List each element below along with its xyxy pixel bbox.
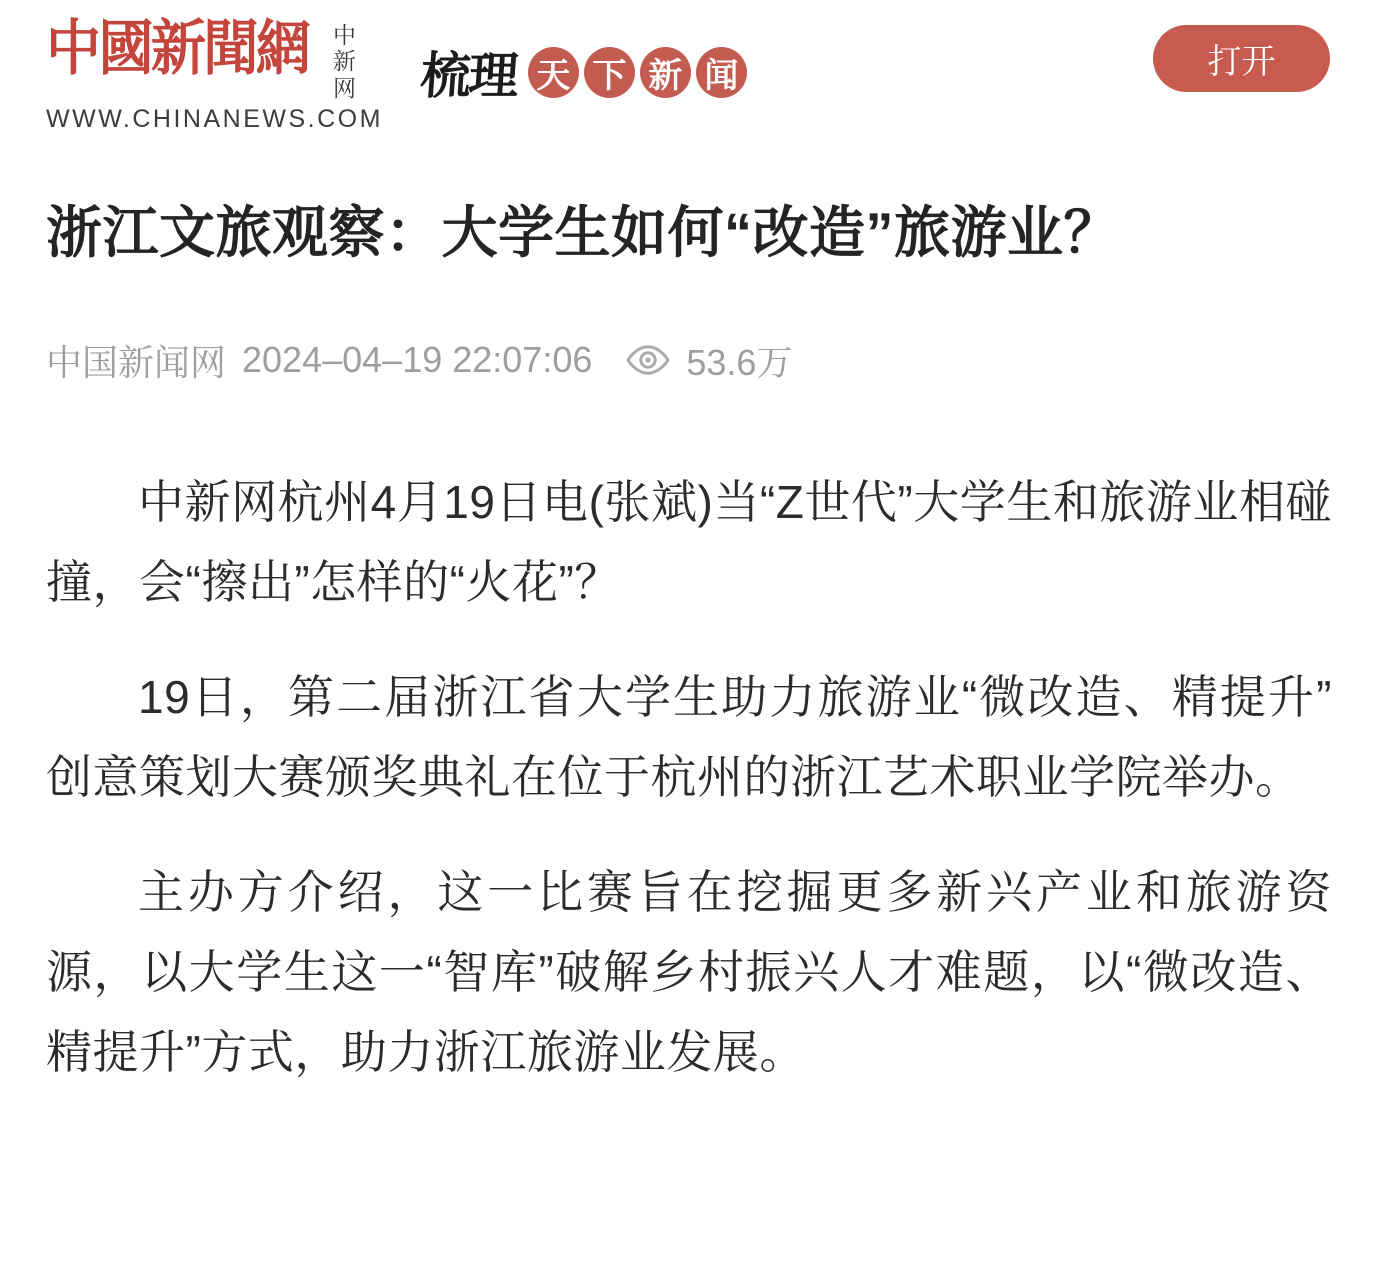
article-meta <box>46 335 1332 386</box>
logo-vertical-char: 网 <box>333 74 356 101</box>
view-count: 53.6万 <box>686 341 793 383</box>
article-body <box>46 462 1332 1112</box>
tagline-circle-char: 新 <box>640 47 691 98</box>
logo-main <box>46 14 383 101</box>
article-datetime: 2024–04–19 22:07:06 <box>242 339 593 381</box>
tagline-circle-char: 下 <box>584 47 635 98</box>
tagline-prefix: 梳理 <box>418 48 519 104</box>
article-source: 中国新闻网 <box>46 341 227 383</box>
article-paragraph: 中新网杭州4月19日电(张斌)当“Z世代”大学生和旅游业相碰撞，会“擦出”怎样的“火花”？ <box>46 475 1332 608</box>
logo-calligraphy-text: 中國新聞網 <box>46 15 309 82</box>
article-paragraph: 主办方介绍，这一比赛旨在挖掘更多新兴产业和旅游资源，以大学生这一“智库”破解乡村振兴人才难题，以“微改造、精提升”方式，助力浙江旅游业发展。 <box>46 865 1332 1078</box>
tagline-circle-char: 闻 <box>696 47 747 98</box>
site-tagline <box>418 36 747 108</box>
site-url: WWW.CHINANEWS.COM <box>46 105 383 134</box>
eye-icon <box>624 336 672 384</box>
article-paragraph: 19日，第二届浙江省大学生助力旅游业“微改造、精提升”创意策划大赛颁奖典礼在位于杭州的浙江艺术职业学院举办。 <box>46 670 1332 803</box>
logo-vertical-char: 新 <box>333 48 356 75</box>
site-logo[interactable] <box>46 14 383 134</box>
article-main <box>0 198 1378 1112</box>
site-header <box>0 0 1378 134</box>
article-title: 浙江文旅观察：大学生如何“改造”旅游业？ <box>46 201 1120 265</box>
logo-vertical-char: 中 <box>333 22 356 48</box>
logo-vertical-text <box>333 22 356 101</box>
tagline-circle-char: 天 <box>528 47 579 98</box>
open-app-button[interactable]: 打开 <box>1153 25 1330 92</box>
